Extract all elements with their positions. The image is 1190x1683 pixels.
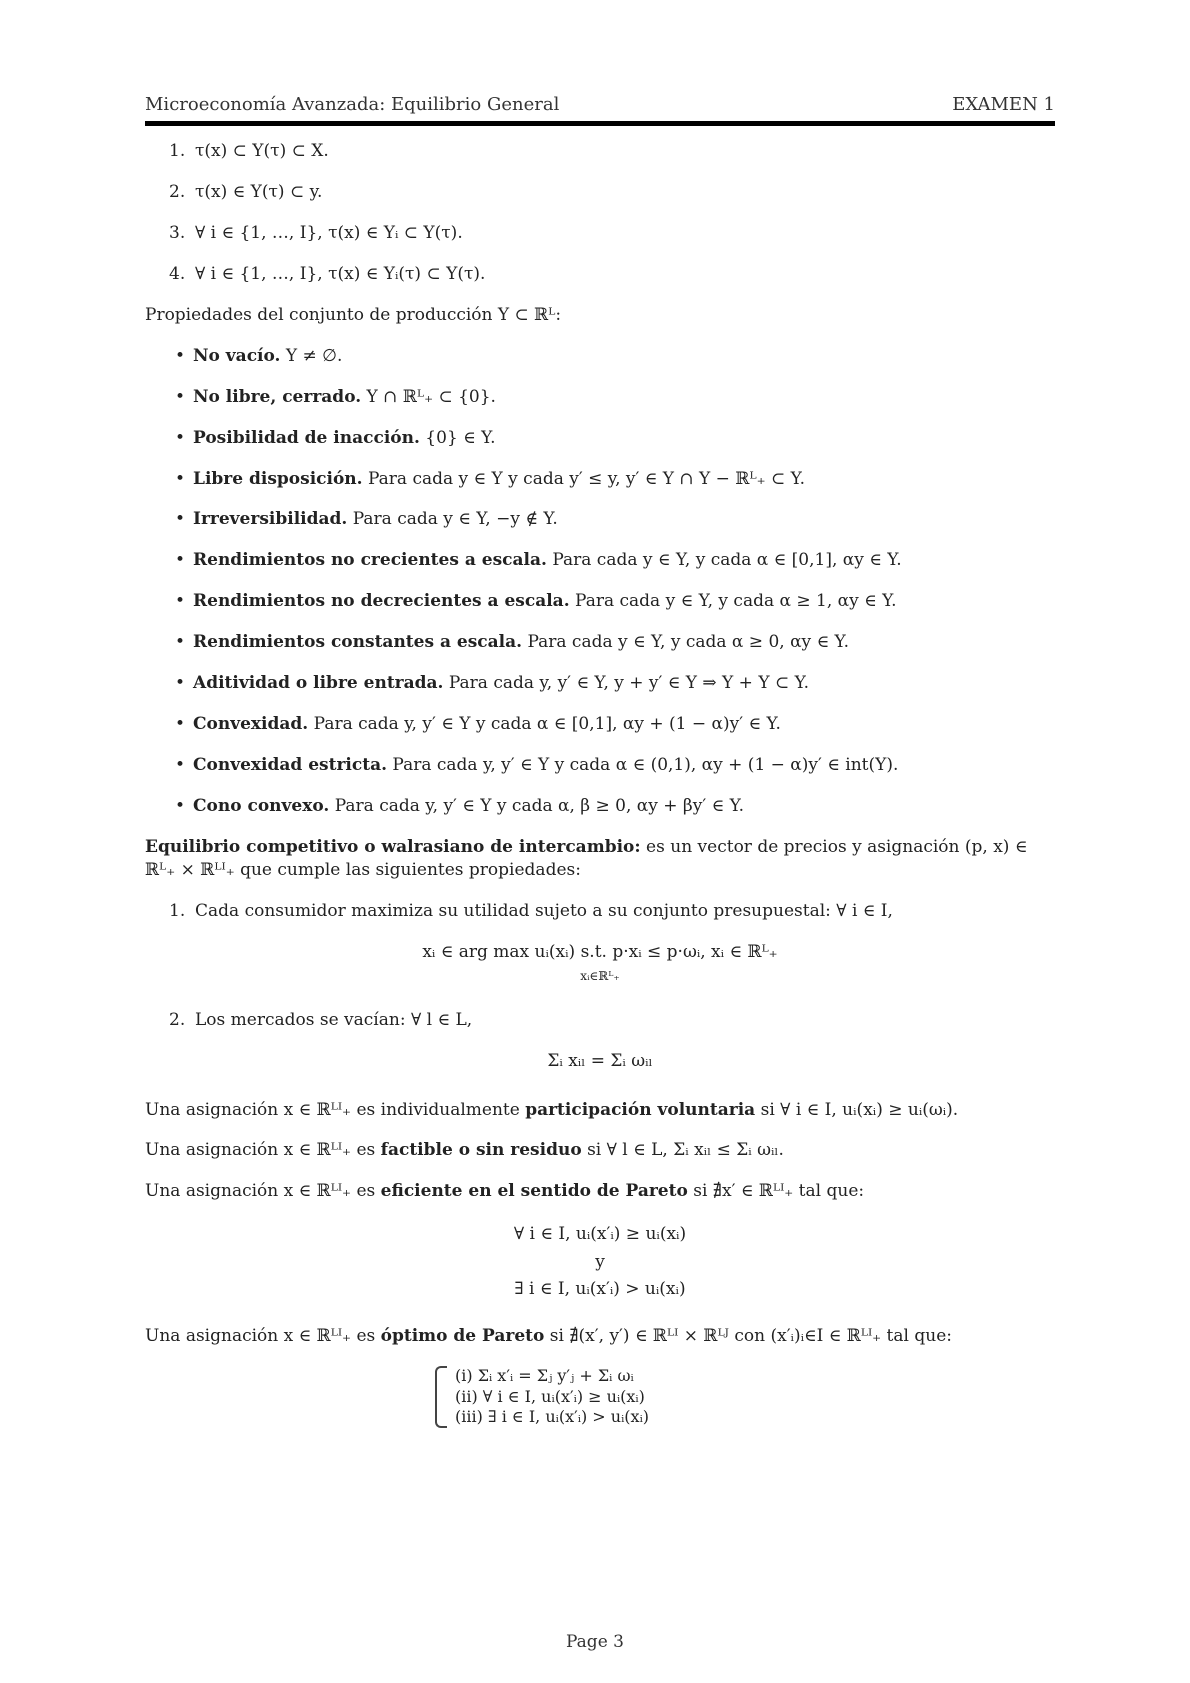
- pareto-conditions: ∀ i ∈ I, uᵢ(x′ᵢ) ≥ uᵢ(xᵢ) y ∃ i ∈ I, uᵢ(x′ᵢ) > uᵢ(xᵢ): [513, 1224, 687, 1299]
- utility-max-equation: xᵢ ∈ arg max uᵢ(xᵢ) s.t. p·xᵢ ≤ p·ωᵢ, xᵢ ∈ ℝᴸ₊ xᵢ∈ℝᴸ₊: [422, 941, 778, 983]
- list-item: • Rendimientos no decrecientes a escala. Para cada y ∈ Y, y cada α ≥ 1, αy ∈ Y.: [175, 591, 897, 612]
- list-item: • Convexidad estricta. Para cada y, y′ ∈ Y y cada α ∈ (0,1), αy + (1 − α)y′ ∈ int(Y).: [175, 755, 899, 776]
- numbered-list-2: [145, 900, 1055, 923]
- list-item: • Aditividad o libre entrada. Para cada y, y′ ∈ Y, y + y′ ∈ Y ⇒ Y + Y ⊂ Y.: [175, 673, 810, 694]
- market-clearing-equation: Σᵢ xᵢₗ = Σᵢ ωᵢₗ: [547, 1050, 653, 1071]
- equilibrium-definition: Equilibrio competitivo o walrasiano de intercambio: es un vector de precios y asignación (p, x) ∈ ℝᴸ₊ × ℝᴸᴵ₊ que cumple las siguientes propiedades:: [145, 836, 1028, 880]
- header-exam-label: EXAMEN 1: [952, 94, 1055, 115]
- properties-list: [145, 345, 1055, 818]
- list-item: • Rendimientos constantes a escala. Para cada y ∈ Y, y cada α ≥ 0, αy ∈ Y.: [175, 632, 849, 653]
- header-title: Microeconomía Avanzada: Equilibrio General: [145, 94, 560, 115]
- list-item: • Irreversibilidad. Para cada y ∈ Y, −y ∉ Y.: [175, 509, 558, 530]
- list-item: • Cono convexo. Para cada y, y′ ∈ Y y cada α, β ≥ 0, αy + βy′ ∈ Y.: [175, 796, 745, 816]
- numbered-list-1: [145, 140, 1055, 286]
- list-item: • Rendimientos no crecientes a escala. Para cada y ∈ Y, y cada α ∈ [0,1], αy ∈ Y.: [175, 550, 902, 571]
- definition-pareto-efficient: Una asignación x ∈ ℝᴸᴵ₊ es eficiente en el sentido de Pareto si ∄x′ ∈ ℝᴸᴵ₊ tal que:: [145, 1181, 865, 1202]
- list-item: 2. τ(x) ∈ Y(τ) ⊂ y.: [169, 181, 323, 202]
- definition-feasible: Una asignación x ∈ ℝᴸᴵ₊ es factible o sin residuo si ∀ l ∈ L, Σᵢ xᵢₗ ≤ Σᵢ ωᵢₗ.: [145, 1140, 784, 1161]
- list-item: 2. Los mercados se vacían: ∀ l ∈ L,: [169, 1009, 473, 1030]
- page-header: [145, 94, 1055, 126]
- pareto-system: (i) Σᵢ x′ᵢ = Σⱼ y′ⱼ + Σᵢ ωᵢ (ii) ∀ i ∈ I, uᵢ(x′ᵢ) ≥ uᵢ(xᵢ) (iii) ∃ i ∈ I, uᵢ(x′ᵢ) > uᵢ(xᵢ): [435, 1366, 765, 1428]
- left-brace: [435, 1366, 447, 1428]
- list-item: • No libre, cerrado. Y ∩ ℝᴸ₊ ⊂ {0}.: [175, 386, 496, 407]
- properties-intro: Propiedades del conjunto de producción Y ⊂ ℝᴸ:: [145, 304, 562, 325]
- definition-pareto-optimum: Una asignación x ∈ ℝᴸᴵ₊ es óptimo de Pareto si ∄(x′, y′) ∈ ℝᴸᴵ × ℝᴸᴶ con (x′ᵢ)ᵢ∈I ∈ ℝᴸᴵ₊ tal que:: [145, 1325, 952, 1346]
- list-item: 4. ∀ i ∈ {1, …, I}, τ(x) ∈ Yᵢ(τ) ⊂ Y(τ).: [169, 263, 486, 284]
- list-item: • No vacío. Y ≠ ∅.: [175, 345, 343, 366]
- list-item: • Libre disposición. Para cada y ∈ Y y cada y′ ≤ y, y′ ∈ Y ∩ Y − ℝᴸ₊ ⊂ Y.: [175, 468, 806, 489]
- list-item: • Posibilidad de inacción. {0} ∈ Y.: [175, 427, 496, 448]
- list-item: 1. Cada consumidor maximiza su utilidad sujeto a su conjunto presupuestal: ∀ i ∈ I,: [169, 900, 893, 921]
- page-content: [145, 140, 1055, 1428]
- page-number: Page 3: [566, 1632, 624, 1652]
- definition-individual-rationality: Una asignación x ∈ ℝᴸᴵ₊ es individualmente participación voluntaria si ∀ i ∈ I, uᵢ(xᵢ) ≥ uᵢ(ωᵢ).: [145, 1099, 959, 1120]
- list-item: • Convexidad. Para cada y, y′ ∈ Y y cada α ∈ [0,1], αy + (1 − α)y′ ∈ Y.: [175, 714, 781, 735]
- list-item: 1. τ(x) ⊂ Y(τ) ⊂ X.: [169, 141, 329, 161]
- list-item: 3. ∀ i ∈ {1, …, I}, τ(x) ∈ Yᵢ ⊂ Y(τ).: [169, 222, 463, 243]
